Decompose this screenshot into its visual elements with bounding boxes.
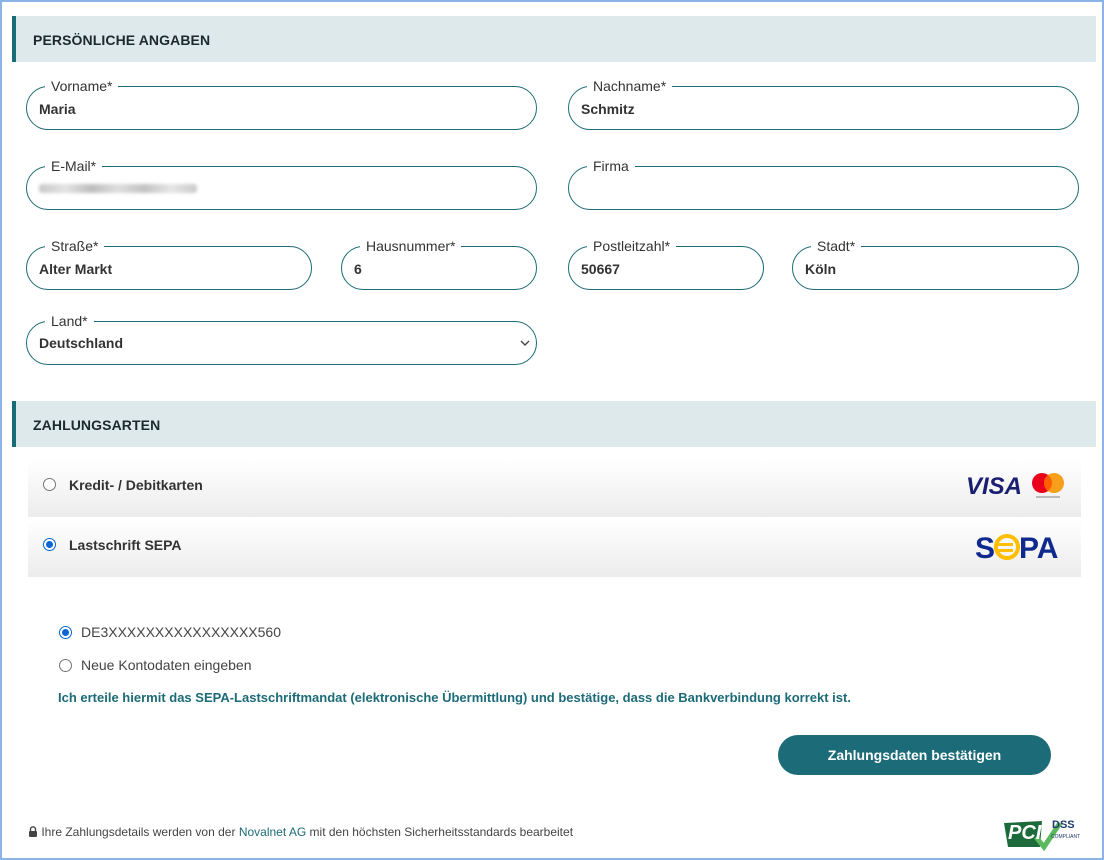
svg-text:S: S: [975, 532, 996, 563]
payment-method-card[interactable]: [28, 459, 1081, 517]
first-name-label: Vorname*: [45, 78, 118, 94]
postal-code-value: 50667: [581, 261, 620, 277]
email-value-redacted: [39, 184, 197, 193]
street-value: Alter Markt: [39, 261, 113, 277]
svg-text:PA: PA: [1019, 532, 1059, 563]
compliant-text: COMPLIANT: [1051, 834, 1081, 840]
city-field[interactable]: [792, 238, 1079, 290]
country-label: Land*: [45, 313, 94, 329]
city-label: Stadt*: [811, 238, 861, 254]
pci-text: PCI: [1008, 822, 1042, 844]
company-label: Firma: [587, 158, 635, 174]
new-account-radio[interactable]: [59, 659, 72, 672]
lock-icon: [28, 825, 41, 839]
personal-section-header: [12, 16, 1096, 62]
mastercard-logo-icon: [1030, 472, 1066, 507]
payment-section-header: [12, 401, 1096, 447]
last-name-value: Schmitz: [581, 101, 635, 117]
saved-account-radio[interactable]: [59, 626, 72, 639]
security-notice: [28, 825, 573, 839]
novalnet-link[interactable]: Novalnet AG: [238, 825, 307, 839]
card-method-label: Kredit- / Debitkarten: [69, 477, 203, 493]
visa-logo-icon: [966, 473, 1026, 504]
last-name-label: Nachname*: [587, 78, 672, 94]
house-number-field[interactable]: [341, 238, 537, 290]
last-name-field[interactable]: [568, 78, 1079, 130]
postal-code-field[interactable]: [568, 238, 764, 290]
street-label: Straße*: [45, 238, 104, 254]
pci-dss-logo-icon: [1002, 817, 1082, 851]
chevron-down-icon: [520, 339, 530, 350]
country-select[interactable]: [26, 313, 537, 365]
dss-text: DSS: [1052, 819, 1075, 831]
svg-text:VISA: VISA: [966, 473, 1023, 499]
security-text-before: Ihre Zahlungsdetails werden von der: [41, 825, 236, 839]
first-name-field[interactable]: [26, 78, 537, 130]
security-text-after: mit den höchsten Sicherheitsstandards bearbeitet: [309, 825, 574, 839]
house-number-label: Hausnummer*: [360, 238, 461, 254]
card-radio[interactable]: [43, 478, 56, 491]
city-value: Köln: [805, 261, 837, 277]
confirm-payment-button[interactable]: Zahlungsdaten bestätigen: [778, 735, 1051, 775]
house-number-value: 6: [354, 261, 362, 277]
email-label: E-Mail*: [45, 158, 102, 174]
company-field[interactable]: [568, 158, 1079, 210]
new-account-label[interactable]: Neue Kontodaten eingeben: [81, 657, 252, 673]
payment-section-title: ZAHLUNGSARTEN: [33, 417, 161, 433]
country-value: Deutschland: [39, 335, 124, 351]
email-field[interactable]: [26, 158, 537, 210]
postal-code-label: Postleitzahl*: [587, 238, 676, 254]
sepa-method-label: Lastschrift SEPA: [69, 537, 182, 553]
payment-method-sepa[interactable]: [28, 519, 1081, 577]
street-field[interactable]: [26, 238, 312, 290]
personal-section-title: PERSÖNLICHE ANGABEN: [33, 32, 211, 48]
sepa-logo-icon: [975, 531, 1067, 568]
sepa-radio[interactable]: [43, 538, 56, 551]
sepa-mandate-text: Ich erteile hiermit das SEPA-Lastschriftmandat (elektronische Übermittlung) und bestätige, dass die Bankverbindung korrekt ist.: [58, 690, 851, 705]
saved-account-label[interactable]: DE3XXXXXXXXXXXXXXXX560: [81, 624, 281, 640]
first-name-value: Maria: [39, 101, 76, 117]
